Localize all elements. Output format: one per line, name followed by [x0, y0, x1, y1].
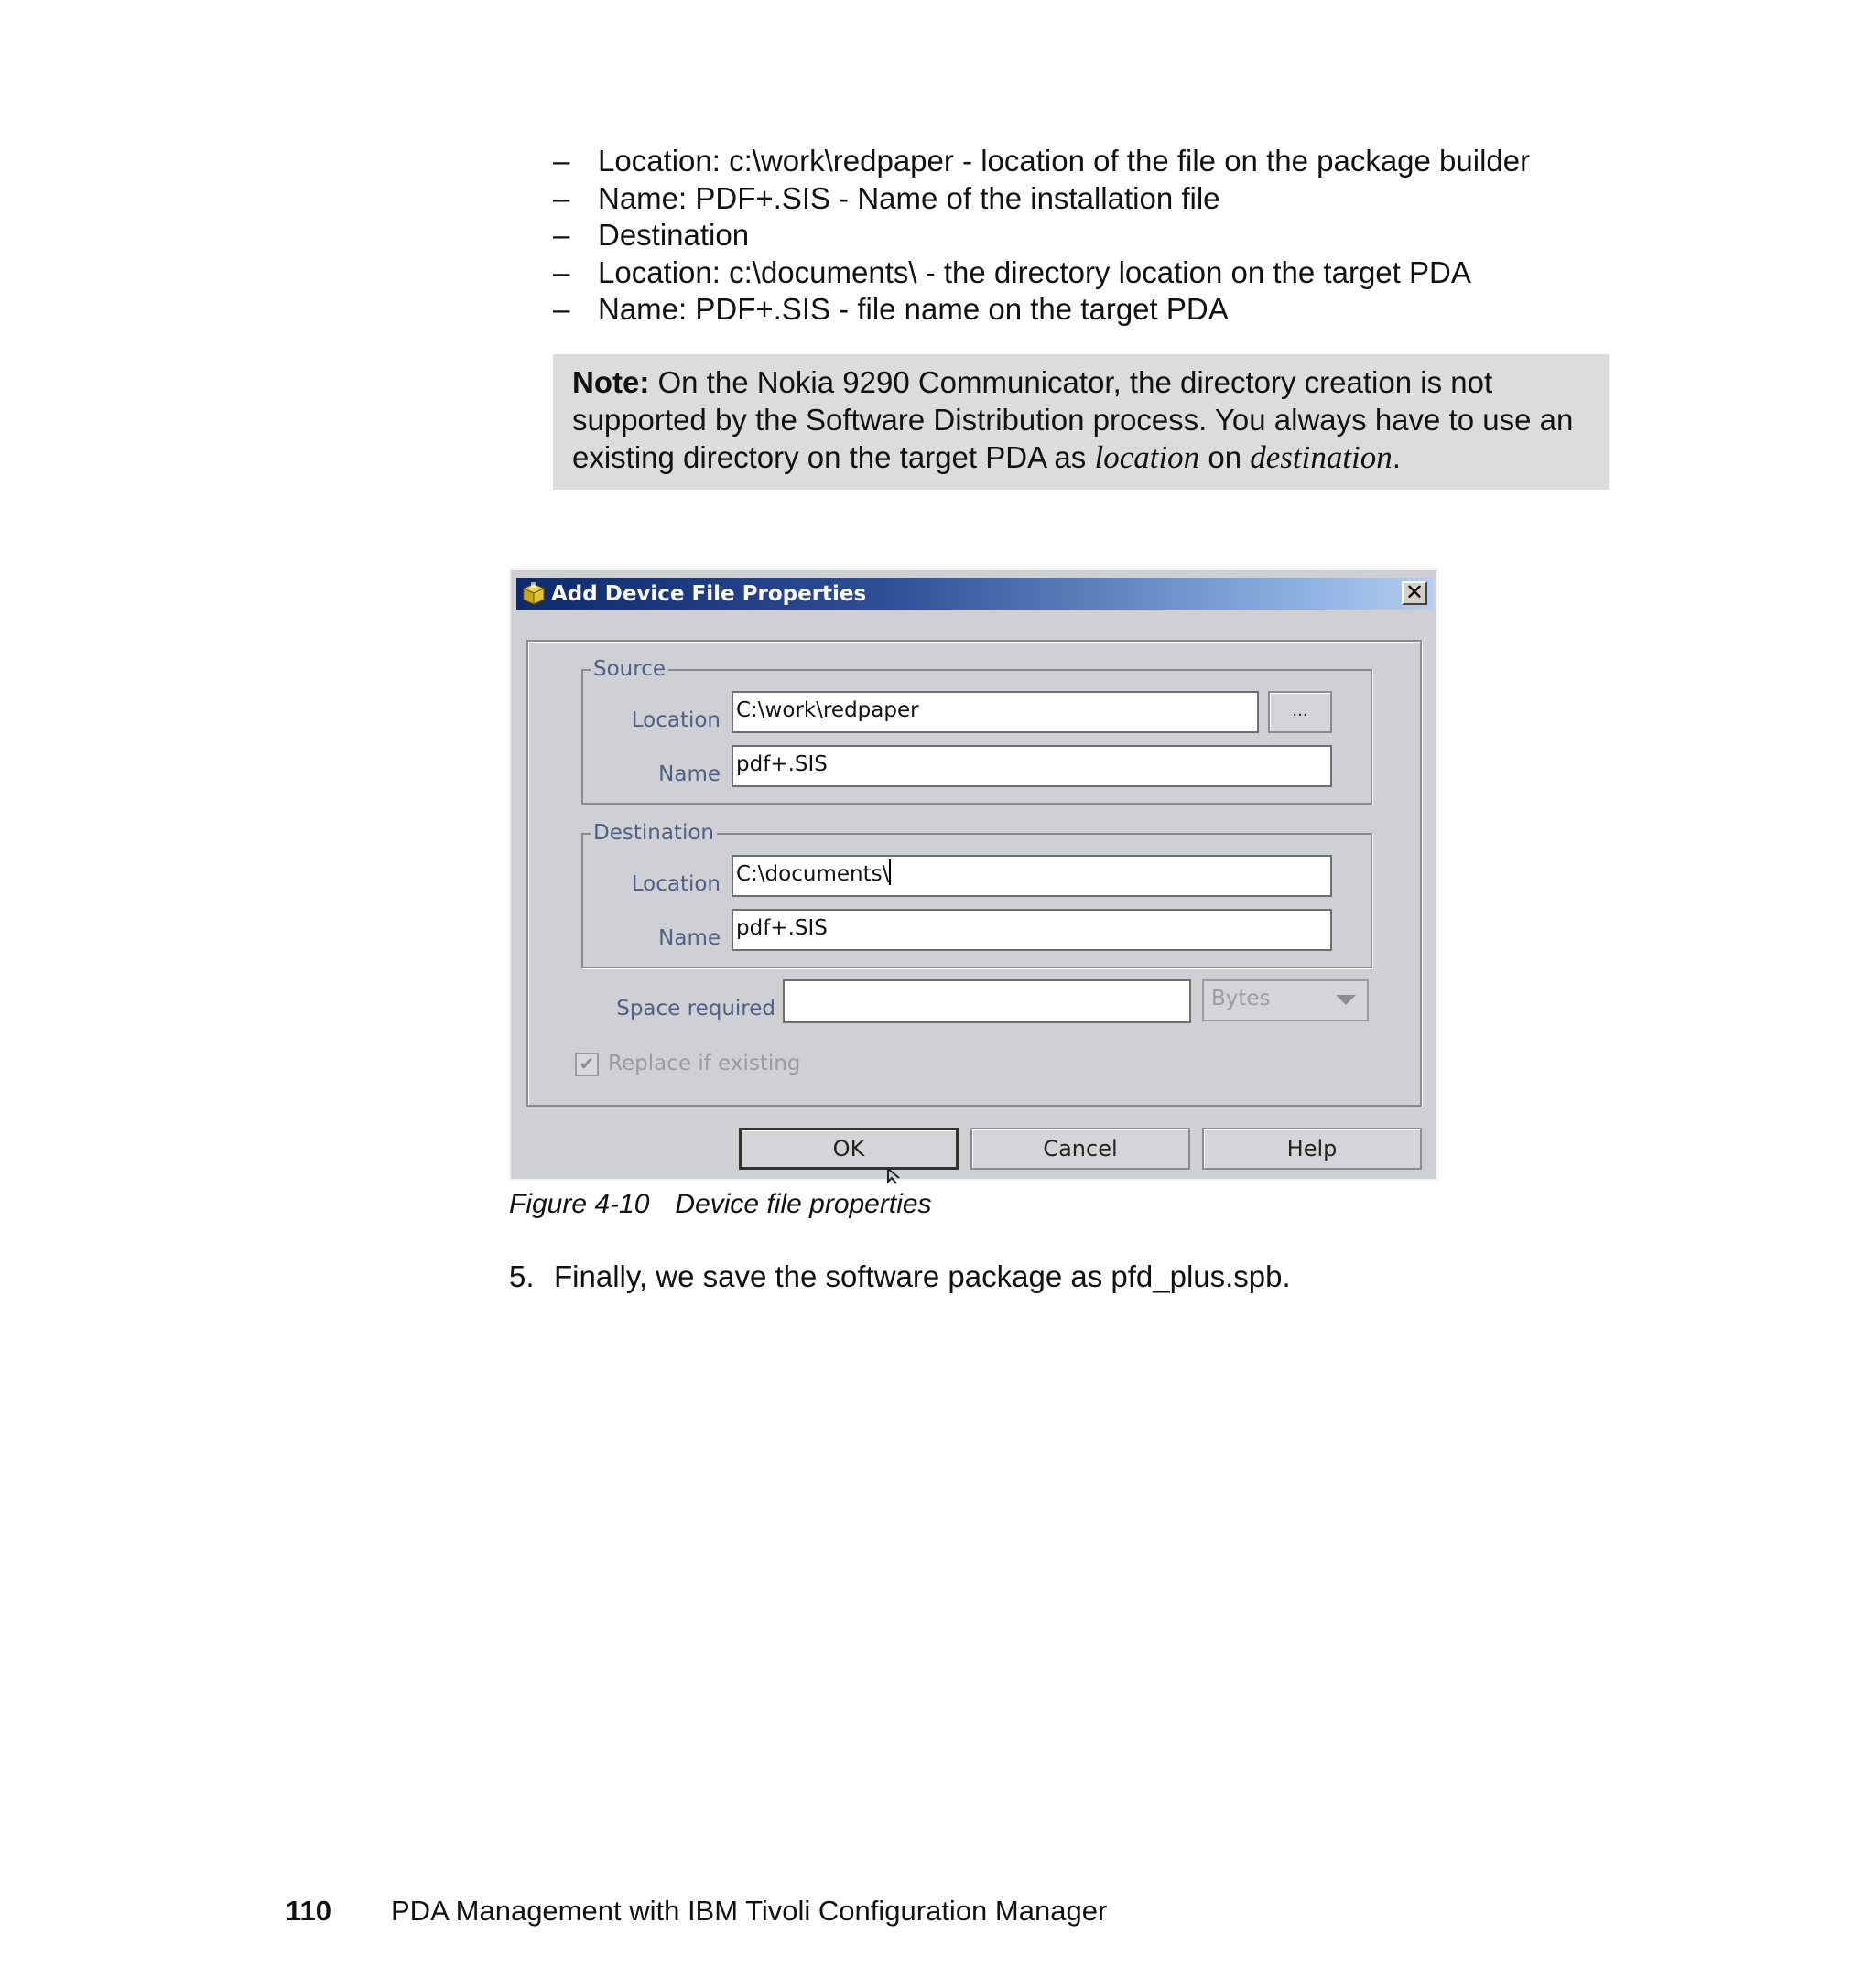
- numbered-step: [509, 1259, 1291, 1295]
- destination-group: [581, 821, 1372, 968]
- destination-location-label: Location: [631, 872, 721, 896]
- note-emphasis-location: location: [1094, 439, 1200, 475]
- bullet-item: [553, 291, 1530, 329]
- note-text: On the Nokia 9290 Communicator, the directory creation is not supported by the Software Distribution process. You always have to use an existing directory on the target PDA as: [572, 365, 1574, 474]
- units-value: Bytes: [1211, 987, 1271, 1010]
- source-name-input[interactable]: pdf+.SIS: [732, 745, 1332, 787]
- dialog-window: [509, 568, 1438, 1181]
- note-text-end: .: [1392, 440, 1401, 474]
- bullet-dash: –: [553, 254, 570, 289]
- close-button[interactable]: [1402, 581, 1427, 605]
- step-text: Finally, we save the software package as pfd_plus.spb.: [554, 1259, 1291, 1293]
- destination-name-input[interactable]: pdf+.SIS: [732, 909, 1332, 951]
- destination-location-input[interactable]: [732, 855, 1332, 897]
- bullet-dash: –: [553, 144, 570, 178]
- bullet-text: Location: c:\work\redpaper - location of the file on the package builder: [598, 144, 1531, 178]
- package-icon: [522, 582, 546, 606]
- browse-button[interactable]: ...: [1268, 691, 1332, 733]
- bullet-dash: –: [553, 180, 570, 215]
- bullet-text: Name: PDF+.SIS - Name of the installation file: [598, 180, 1220, 215]
- bullet-text: Destination: [598, 218, 750, 252]
- page-footer: [286, 1895, 1107, 1928]
- bullet-dash: –: [553, 292, 570, 326]
- replace-label: Replace if existing: [608, 1052, 801, 1075]
- book-title: PDA Management with IBM Tivoli Configuration Manager: [391, 1895, 1108, 1927]
- note-emphasis-destination: destination: [1250, 439, 1393, 475]
- bullet-item: [553, 217, 1530, 254]
- space-required-label: Space required: [616, 997, 775, 1021]
- space-required-input[interactable]: [783, 979, 1191, 1023]
- destination-location-value: C:\documents\: [736, 862, 890, 886]
- step-number: 5.: [509, 1259, 535, 1293]
- mouse-pointer-icon: [886, 1167, 906, 1187]
- cancel-button[interactable]: Cancel: [970, 1128, 1190, 1170]
- close-icon: ✕: [1404, 579, 1425, 605]
- units-dropdown[interactable]: [1202, 979, 1369, 1021]
- figure-title: Device file properties: [675, 1189, 932, 1219]
- dialog-title: Add Device File Properties: [551, 582, 867, 606]
- source-name-label: Name: [658, 762, 721, 786]
- source-location-input[interactable]: C:\work\redpaper: [732, 691, 1259, 733]
- figure-caption: [509, 1188, 932, 1221]
- figure-number: Figure 4-10: [509, 1189, 650, 1219]
- replace-checkbox[interactable]: [575, 1053, 599, 1076]
- destination-legend: Destination: [591, 819, 717, 847]
- bullet-item: [553, 180, 1530, 218]
- bullet-item: [553, 254, 1530, 292]
- source-location-label: Location: [631, 708, 721, 732]
- ok-button[interactable]: OK: [739, 1128, 959, 1170]
- bullet-dash: –: [553, 218, 570, 252]
- dialog-titlebar[interactable]: [516, 578, 1433, 610]
- chevron-down-icon: [1336, 995, 1356, 1005]
- properties-panel: [526, 640, 1422, 1107]
- bullet-text: Location: c:\documents\ - the directory location on the target PDA: [598, 254, 1471, 289]
- note-label: Note:: [572, 365, 650, 399]
- note-box: [553, 354, 1609, 490]
- help-button[interactable]: Help: [1202, 1128, 1422, 1170]
- source-legend: Source: [591, 655, 668, 683]
- bullet-list: [553, 143, 1530, 329]
- bullet-item: [553, 143, 1530, 180]
- page-number: 110: [286, 1895, 332, 1927]
- checkmark-icon: ✔: [579, 1053, 595, 1075]
- bullet-text: Name: PDF+.SIS - file name on the target PDA: [598, 292, 1229, 326]
- text-caret: [889, 859, 891, 885]
- source-group: [581, 657, 1372, 805]
- note-text-on: on: [1199, 440, 1251, 474]
- destination-name-label: Name: [658, 926, 721, 950]
